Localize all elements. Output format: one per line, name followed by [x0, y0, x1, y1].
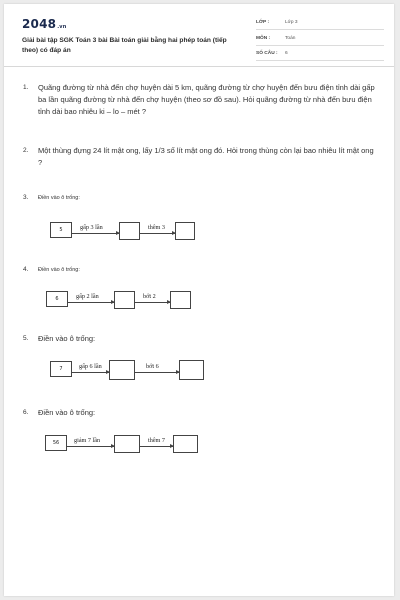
meta-row-question-count — [256, 48, 384, 61]
operation-label: thêm 3 — [148, 224, 166, 231]
meta-value: Lớp 3 — [285, 20, 298, 25]
start-value-box: 56 — [45, 435, 67, 451]
arrow — [68, 302, 114, 303]
arrow — [140, 233, 175, 234]
question-number: 5. — [23, 335, 29, 342]
operation-diagram-5 — [50, 359, 210, 379]
meta-row-class — [256, 17, 384, 30]
question-text: Điền vào ô trống: — [38, 267, 80, 273]
answer-box[interactable] — [119, 222, 140, 240]
meta-key: SỐ CÂU : — [256, 51, 278, 56]
answer-box[interactable] — [114, 435, 140, 453]
answer-box[interactable] — [173, 435, 198, 453]
arrow — [140, 446, 173, 447]
question-number: 2. — [23, 147, 29, 154]
site-logo[interactable] — [22, 17, 67, 31]
start-value-box: 6 — [46, 291, 68, 307]
document-title: Giải bài tập SGK Toán 3 bài Bài toán giải bằng hai phép toán (tiếp theo) có đáp án — [22, 37, 227, 54]
question-text: Một thùng đựng 24 lít mật ong, lấy 1/3 số lít mật ong đó. Hỏi trong thùng còn lại bao nhiêu lít mật ong ? — [38, 146, 374, 167]
arrow — [135, 302, 170, 303]
meta-key: LỚP : — [256, 20, 270, 25]
start-value-box: 7 — [50, 361, 72, 377]
meta-key: MÔN : — [256, 36, 271, 41]
logo-text: 2048 — [22, 17, 57, 31]
logo-suffix: .vn — [57, 24, 67, 30]
meta-row-subject — [256, 33, 384, 46]
meta-value: Toán — [285, 36, 296, 41]
operation-label: bớt 6 — [146, 363, 159, 370]
question-number: 4. — [23, 266, 29, 273]
operation-label: giảm 7 lần — [74, 437, 101, 444]
operation-label: bớt 2 — [143, 293, 156, 300]
arrow — [67, 446, 114, 447]
arrow — [135, 372, 179, 373]
answer-box[interactable] — [109, 360, 135, 380]
answer-box[interactable] — [114, 291, 135, 309]
arrow — [72, 372, 109, 373]
question-number: 3. — [23, 194, 29, 201]
operation-label: gấp 2 lần — [76, 293, 99, 300]
question-text: Điền vào ô trống: — [38, 334, 96, 343]
document-header — [4, 4, 394, 67]
document-page — [4, 4, 394, 596]
question-number: 6. — [23, 409, 29, 416]
answer-box[interactable] — [170, 291, 191, 309]
operation-diagram-3 — [50, 220, 200, 240]
question-number: 1. — [23, 84, 29, 91]
meta-value: 6 — [285, 51, 288, 56]
operation-label: thêm 7 — [148, 437, 166, 444]
question-text: Điền vào ô trống: — [38, 195, 80, 201]
operation-diagram-6 — [45, 433, 205, 453]
start-value-box: 5 — [50, 222, 72, 238]
question-text: Điền vào ô trống: — [38, 408, 96, 417]
answer-box[interactable] — [175, 222, 195, 240]
answer-box[interactable] — [179, 360, 204, 380]
arrow — [72, 233, 119, 234]
operation-label: gấp 6 lần — [79, 363, 102, 370]
question-text: Quãng đường từ nhà đến chợ huyện dài 5 km, quãng đường từ chợ huyện đến bưu điện tỉnh dài gấp ba lần quãng đường từ nhà đến chợ huyện (theo sơ đồ sau). Hỏi quãng đường từ nhà đến bưu điện tỉnh dài bao nhiêu ki – lo – mét ? — [38, 83, 375, 116]
operation-label: gấp 3 lần — [80, 224, 103, 231]
operation-diagram-4 — [46, 289, 196, 309]
